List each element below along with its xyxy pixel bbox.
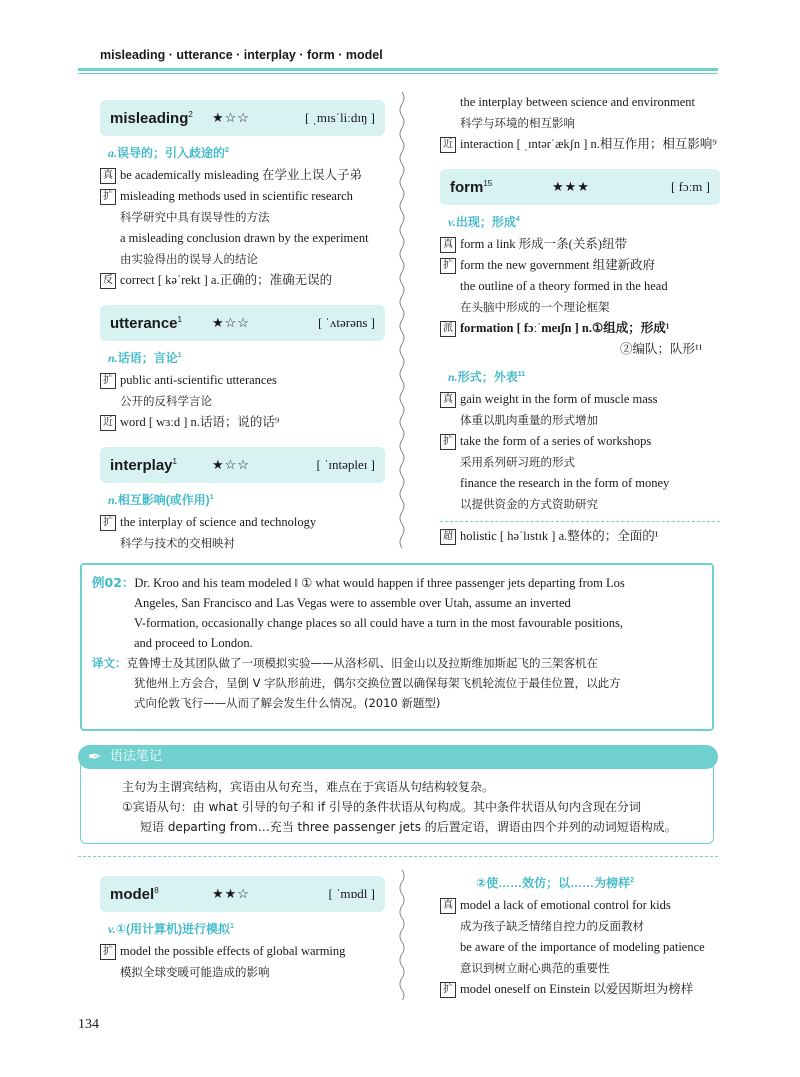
example-row: 扩 model the possible effects of global warming: [100, 941, 385, 962]
sense-line: n.话语；言论$^1$: [108, 351, 182, 365]
grammar-content: [122, 777, 712, 837]
sense-line: v.①(用计算机)进行模拟$^1$: [108, 922, 234, 936]
example-row: the interplay between science and environment: [460, 95, 695, 109]
sense-line: v.出现；形成$^4$: [448, 215, 520, 229]
pronunciation: [ ˈʌtərəns ]: [317, 315, 375, 330]
example-row: 扩 take the form of a series of workshops: [440, 431, 720, 452]
example-row: 以提供资金的方式资助研究: [460, 497, 598, 511]
sense-line: n.相互影响(或作用)$^1$: [108, 493, 214, 507]
example-cn-line: 犹他州上方会合，呈倒 V 字队形前进，偶尔交换位置以确保每架飞机轮流位于最佳位置，以此方: [134, 676, 621, 690]
sense-line: n.形式；外表$^{11}$: [448, 370, 526, 384]
example-row: 扩 model oneself on Einstein 以爱因斯坦为榜样: [440, 979, 720, 1000]
header-rule-thin: [78, 73, 718, 74]
headword: form$^{15}$: [450, 178, 493, 196]
section-divider: [78, 856, 718, 857]
example-row: 真 gain weight in the form of muscle mass: [440, 389, 720, 410]
example-row: 反 correct [ kəˈrekt ] a.正确的；准确无误的: [100, 270, 385, 291]
left-column: [100, 100, 385, 554]
example-en-line: V-formation, occasionally change places so all could have a turn in the most favourable positions,: [134, 616, 623, 630]
entry-model: [100, 876, 385, 912]
example-row: be aware of the importance of modeling patience: [460, 940, 705, 954]
header-rule: [78, 68, 718, 71]
right-column: [440, 92, 720, 547]
example-cn-line: 式向伦敦飞行——从而了解会发生什么情况。(2010 新题型): [134, 696, 441, 710]
example-row: finance the research in the form of money: [460, 476, 670, 490]
headword: interplay$^1$: [110, 456, 177, 474]
example-row: 扩 the interplay of science and technology: [100, 512, 385, 533]
pronunciation: [ ˈmɒdl ]: [328, 886, 375, 901]
example-row: 由实验得出的误导人的结论: [120, 252, 258, 266]
grammar-title: 语法笔记: [110, 749, 163, 764]
example-row: the outline of a theory formed in the head: [460, 279, 668, 293]
entry-interplay: [100, 447, 385, 483]
frequency-stars: ★☆☆: [212, 457, 250, 472]
frequency-stars: ★★☆: [212, 886, 250, 901]
pronunciation: [ fɔːm ]: [671, 179, 710, 194]
pronunciation: [ ˈɪntəpleɪ ]: [316, 457, 375, 472]
entry-utterance: [100, 305, 385, 341]
example-row: 采用系列研习班的形式: [460, 455, 575, 469]
example-row: 意识到树立耐心典范的重要性: [460, 961, 610, 975]
column-divider: [397, 92, 407, 552]
example-cn-line: 译文：克鲁博士及其团队做了一项模拟实验——从洛杉矶、旧金山以及拉斯维加斯起飞的三架客机在: [92, 656, 598, 670]
example-row: 成为孩子缺乏情绪自控力的反面教材: [460, 919, 644, 933]
divider: [440, 521, 720, 522]
example-row: 扩 misleading methods used in scientific research: [100, 186, 385, 207]
example-row: ②编队；队形¹¹: [620, 342, 703, 356]
grammar-line: ①宾语从句：由 what 引导的句子和 if 引导的条件状语从句构成。其中条件状语从句内含现在分词: [122, 800, 642, 814]
frequency-stars: ★☆☆: [212, 110, 250, 125]
example-row: 科学与环境的相互影响: [460, 116, 575, 130]
example-row: 真 form a link 形成一条(关系)纽带: [440, 234, 720, 255]
example-row: 科学与技术的交相映衬: [120, 536, 235, 550]
example-row: 体重以肌肉重量的形式增加: [460, 413, 598, 427]
sense-line: ②使……效仿；以……为榜样$^2$: [476, 876, 635, 890]
example-row: 科学研究中具有误导性的方法: [120, 210, 270, 224]
frequency-stars: ★☆☆: [212, 315, 250, 330]
entry-form: [440, 169, 720, 205]
example-row: 真 model a lack of emotional control for kids: [440, 895, 720, 916]
model-right: [440, 866, 720, 1000]
example-row: 派 formation [ fɔːˈmeɪʃn ] n.①组成；形成¹: [440, 318, 720, 339]
example-row: 模拟全球变暖可能造成的影响: [120, 965, 270, 979]
frequency-stars: ★★★: [552, 179, 590, 194]
example-content: [92, 573, 704, 713]
headword: utterance$^1$: [110, 314, 182, 332]
model-left: [100, 876, 385, 983]
example-row: 在头脑中形成的一个理论框架: [460, 300, 610, 314]
column-divider: [397, 870, 407, 1000]
headword: misleading$^2$: [110, 109, 193, 127]
example-row: 超 holistic [ həˈlɪstɪk ] a.整体的；全面的¹: [440, 526, 720, 547]
example-en-line: Angeles, San Francisco and Las Vegas were to assemble over Utah, assume an inverted: [134, 596, 571, 610]
example-en-line: 例02：Dr. Kroo and his team modeled ‖ ① what would happen if three passenger jets departing from Los: [92, 575, 625, 590]
example-en-line: and proceed to London.: [134, 636, 253, 650]
page-number: 134: [78, 1017, 99, 1032]
pronunciation: [ ˌmɪsˈliːdɪŋ ]: [305, 110, 375, 125]
running-header: misleading · utterance · interplay · form · model: [100, 48, 383, 62]
grammar-bar: [78, 745, 718, 769]
example-row: 公开的反科学言论: [120, 394, 212, 408]
example-row: 扩 public anti-scientific utterances: [100, 370, 385, 391]
grammar-line: 主句为主谓宾结构，宾语由从句充当，难点在于宾语从句结构较复杂。: [122, 780, 495, 794]
example-row: 真 be academically misleading 在学业上误人子弟: [100, 165, 385, 186]
example-row: a misleading conclusion drawn by the experiment: [120, 231, 369, 245]
pen-icon: ✒: [88, 749, 102, 766]
sense-line: a.误导的；引入歧途的$^2$: [108, 146, 229, 160]
example-row: 近 interaction [ ˌɪntərˈækʃn ] n.相互作用；相互影响⁹: [440, 134, 720, 155]
example-row: 扩 form the new government 组建新政府: [440, 255, 720, 276]
example-row: 近 word [ wɜːd ] n.话语；说的话⁹: [100, 412, 385, 433]
headword: model$^8$: [110, 885, 159, 903]
grammar-line: 短语 departing from…充当 three passenger jets 的后置定语，谓语由四个并列的动词短语构成。: [140, 820, 677, 834]
entry-misleading: [100, 100, 385, 136]
